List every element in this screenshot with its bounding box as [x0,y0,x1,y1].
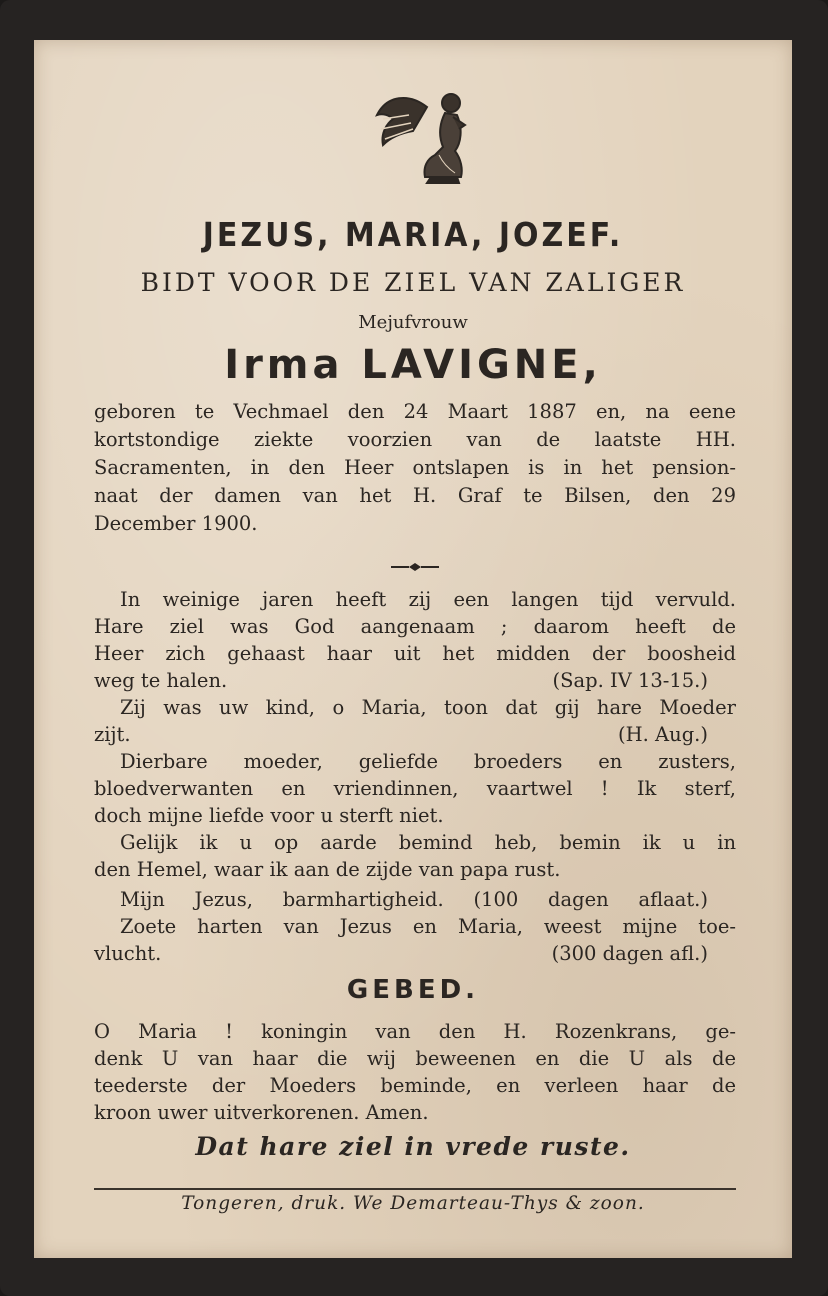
kneeling-angel-icon [369,85,479,195]
page-title: JEZUS, MARIA, JOZEF. [202,216,624,255]
bio-line: Sacramenten, in den Heer ontslapen is in het pension- [94,456,736,479]
card-paper [34,40,792,1258]
verse-line: Hare ziel was God aangenaam ; daarom heeft de [94,615,736,638]
prayer-title: GEBED. [346,975,480,1005]
verse-line: Gelijk ik u op aarde bemind heb, bemin ik u in [120,831,736,854]
closing-wish: Dat hare ziel in vrede ruste. [195,1132,631,1161]
verse-citation: (Sap. IV 13-15.) [552,669,708,692]
verse-line: vlucht. [94,942,162,965]
honorific: Mejufvrouw [358,312,468,333]
prayer-line: O Maria ! koningin van den H. Rozenkrans, ge- [94,1020,736,1043]
ornament-divider-icon [389,562,441,572]
verse-line: zijt. [94,723,131,746]
prayer-line: denk U van haar die wij beweenen en die U als de [94,1047,736,1070]
prayer-line: teederste der Moeders beminde, en verleen haar de [94,1074,736,1097]
divider-rule [94,1188,736,1190]
verse-line: Dierbare moeder, geliefde broeders en zusters, [120,750,736,773]
prayer-line: kroon uwer uitverkorenen. Amen. [94,1101,429,1124]
verse-line: In weinige jaren heeft zij een langen tijd vervuld. [120,588,736,611]
deceased-name: Irma LAVIGNE, [224,342,602,388]
bio-line: December 1900. [94,512,258,535]
verse-line: Mijn Jezus, barmhartigheid. (100 dagen aflaat.) [120,888,708,911]
bio-line: kortstondige ziekte voorzien van de laatste HH. [94,428,736,451]
verse-line: den Hemel, waar ik aan de zijde van papa rust. [94,858,561,881]
printer-credit: Tongeren, druk. We Demarteau-Thys & zoon. [181,1193,645,1214]
prayer-request: BIDT VOOR DE ZIEL VAN ZALIGER [140,268,686,297]
verse-citation: (300 dagen afl.) [551,942,708,965]
verse-line: weg te halen. [94,669,228,692]
verse-line: Zij was uw kind, o Maria, toon dat gij hare Moeder [120,696,736,719]
bio-line: naat der damen van het H. Graf te Bilsen, den 29 [94,484,736,507]
bio-line: geboren te Vechmael den 24 Maart 1887 en, na eene [94,400,736,423]
verse-line: bloedverwanten en vriendinnen, vaartwel ! Ik sterf, [94,777,736,800]
verse-line: Heer zich gehaast haar uit het midden der boosheid [94,642,736,665]
verse-citation: (H. Aug.) [618,723,708,746]
verse-line: Zoete harten van Jezus en Maria, weest mijne toe- [120,915,736,938]
verse-line: doch mijne liefde voor u sterft niet. [94,804,444,827]
